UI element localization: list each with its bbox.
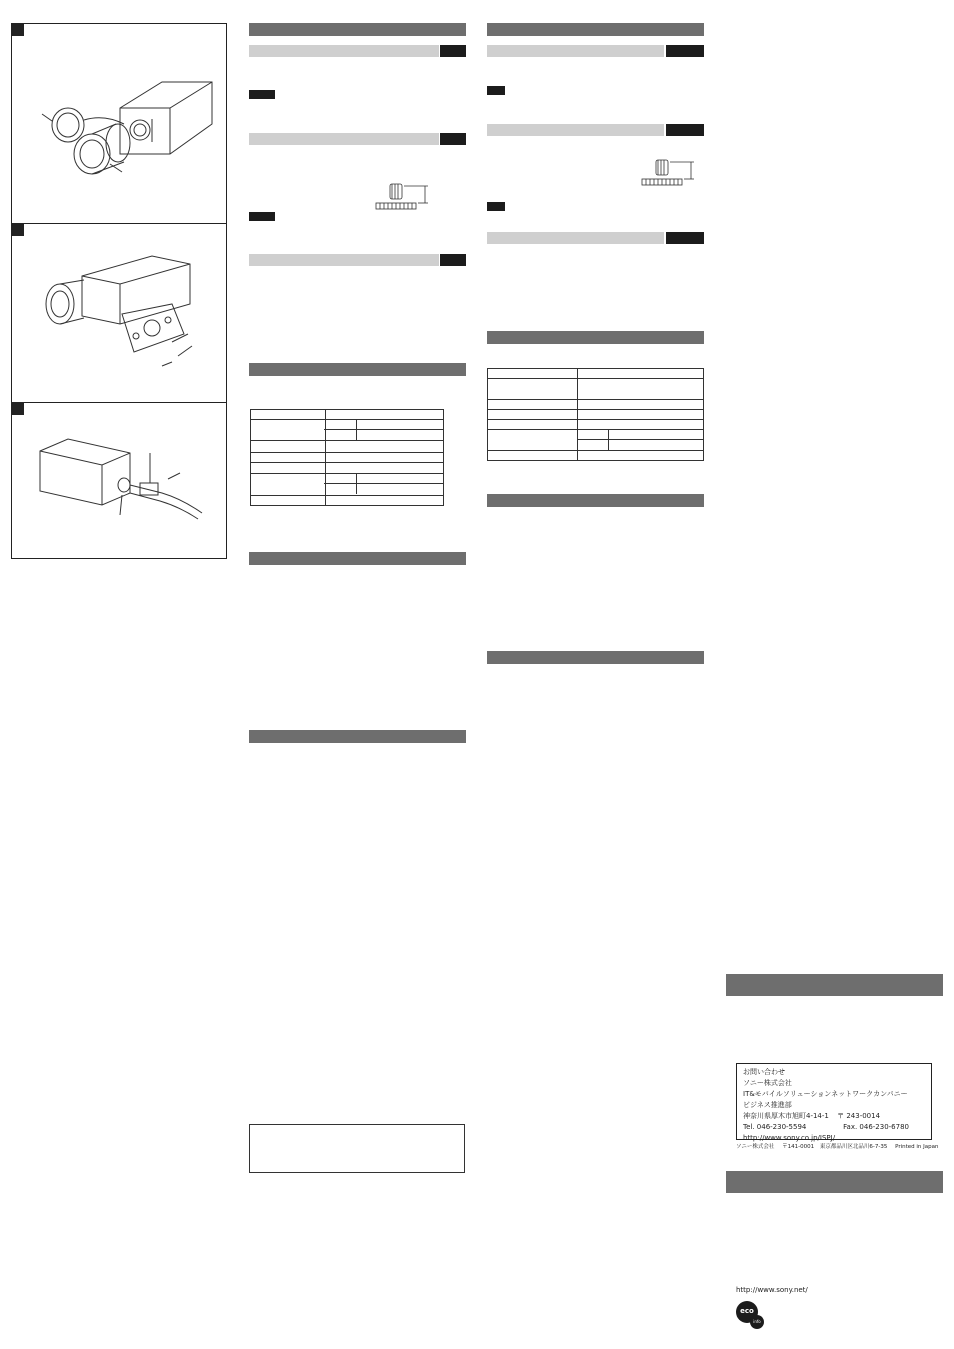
sony-url[interactable]: http://www.sony.net/ [736, 1286, 808, 1294]
subsection-bar [249, 133, 439, 145]
figure-panel-a [11, 23, 227, 224]
figure-panel-b [11, 223, 227, 403]
subsection-bar [487, 124, 664, 136]
figure-label-c [12, 403, 24, 415]
contact-address: 神奈川県厚木市旭町4-14-1 [743, 1112, 829, 1120]
figure-label-b [12, 224, 24, 236]
subsection-bar [487, 45, 664, 57]
table-subdivider [356, 419, 357, 440]
table-subdivider [324, 429, 444, 430]
note-tag [487, 86, 505, 95]
info-circle-icon [750, 1315, 764, 1329]
subsection-tag [440, 254, 466, 266]
section-header-bar [487, 651, 704, 664]
footer-address: 東京都品川区北品川6-7-35 [819, 1144, 888, 1150]
section-header-bar [249, 363, 466, 376]
figure-panel-c [11, 402, 227, 559]
subsection-tag [666, 232, 704, 244]
contact-heading: お問い合わせ [743, 1068, 785, 1076]
eco-info-logo [736, 1301, 764, 1329]
section-header-bar [726, 974, 943, 996]
subsection-tag [440, 45, 466, 57]
subsection-tag [666, 124, 704, 136]
section-header-bar [249, 552, 466, 565]
footer-postal: 〒141-0001 [782, 1144, 815, 1150]
contact-postal: 〒 243-0014 [837, 1112, 881, 1120]
footer-line [736, 1142, 939, 1150]
spec-table [487, 368, 704, 461]
spec-table [250, 409, 444, 506]
camera-cable-connection-illustration [12, 403, 226, 558]
notice-box [249, 1124, 465, 1173]
figure-label-a [12, 24, 24, 36]
note-tag [249, 212, 275, 221]
note-tag [487, 202, 505, 211]
section-header-bar [487, 23, 704, 36]
contact-division: IT&モバイルソリューションネットワークカンパニー [743, 1090, 908, 1098]
contact-tel: Tel. 046-230-5594 [743, 1123, 807, 1131]
note-tag [249, 90, 275, 99]
contact-fax: Fax. 046-230-6780 [843, 1123, 909, 1131]
table-subdivider [608, 429, 609, 450]
footer-company: ソニー株式会社 [736, 1144, 775, 1150]
lens-dimension-diagram [374, 182, 434, 212]
section-header-bar [726, 1171, 943, 1193]
section-header-bar [487, 331, 704, 344]
contact-url[interactable]: http://www.sony.co.jp/ISPJ/ [743, 1134, 836, 1142]
subsection-bar [249, 45, 439, 57]
subsection-bar [249, 254, 439, 266]
table-subdivider [356, 473, 357, 494]
eco-label: eco [740, 1307, 754, 1315]
table-subdivider [577, 439, 704, 440]
footer-printed: Printed in Japan [895, 1144, 939, 1150]
info-label: info [753, 1319, 761, 1324]
table-subdivider [324, 483, 444, 484]
contact-box [736, 1063, 932, 1140]
lens-dimension-diagram [640, 158, 700, 188]
subsection-tag [440, 133, 466, 145]
subsection-tag [666, 45, 704, 57]
camera-tripod-adaptor-illustration [12, 224, 226, 402]
subsection-bar [487, 232, 664, 244]
contact-company: ソニー株式会社 [743, 1079, 792, 1087]
contact-address-line [743, 1111, 925, 1122]
section-header-bar [249, 23, 466, 36]
contact-phone-line [743, 1122, 925, 1133]
section-header-bar [249, 730, 466, 743]
camera-lens-mount-illustration [12, 24, 226, 223]
contact-department: ビジネス推進部 [743, 1101, 792, 1109]
section-header-bar [487, 494, 704, 507]
